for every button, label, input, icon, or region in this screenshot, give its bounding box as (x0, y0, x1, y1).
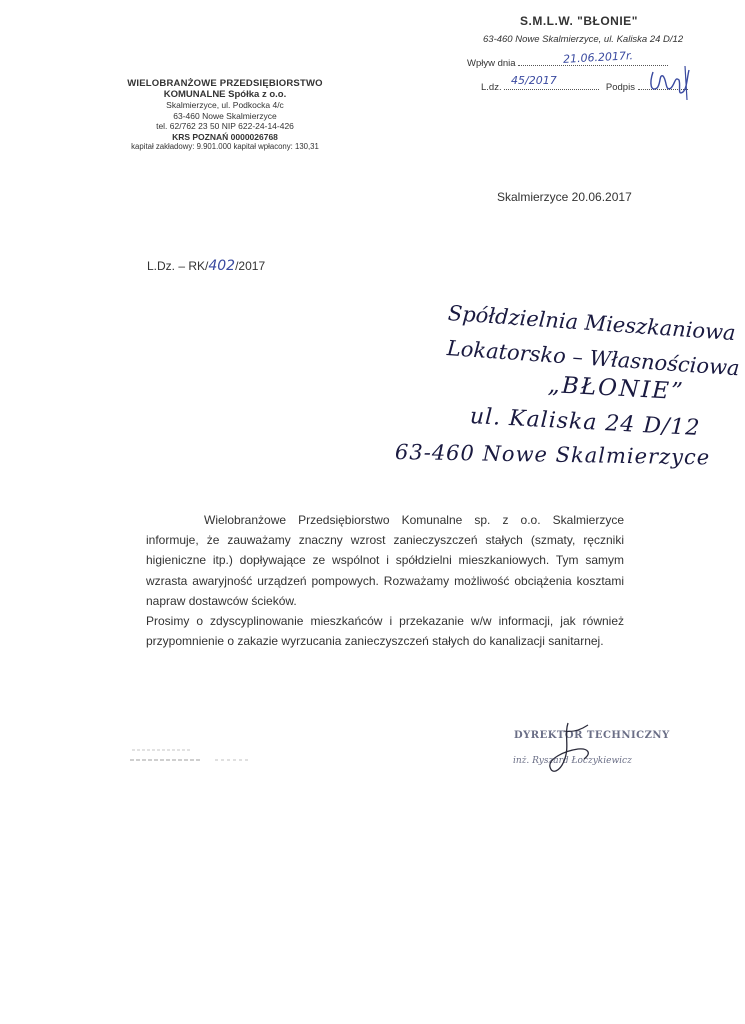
addressee-line2: Lokatorsko – Własnościowa (446, 336, 741, 381)
director-title: DYREKTOR TECHNICZNY (514, 730, 670, 741)
registration-stamp-address: 63-460 Nowe Skalmierzyce, ul. Kaliska 24 D/12 (483, 34, 684, 45)
director-signature-icon (534, 721, 604, 776)
director-name: inż. Ryszard Łoczykiewicz (513, 756, 632, 766)
reference-handwritten-number: 402 (208, 258, 236, 274)
received-label: Wpływ dnia (467, 58, 516, 69)
registration-signature-icon (645, 62, 693, 102)
company-phone-nip: tel. 62/762 23 50 NIP 622-24-14-426 (156, 121, 294, 131)
reference-prefix: L.Dz. – RK/ (147, 259, 209, 273)
addressee-line4: ul. Kaliska 24 D/12 (469, 404, 701, 442)
company-name-line2: KOMUNALNE Spółka z o.o. (163, 89, 287, 100)
signature-label: Podpis (605, 82, 635, 93)
addressee-line1: Spółdzielnia Mieszkaniowa (447, 301, 737, 346)
company-header-stamp (110, 78, 340, 151)
company-capital: kapitał zakładowy: 9.901.000 kapitał wpłacony: 130,31 (131, 142, 319, 151)
ldz-label: L.dz. (481, 82, 502, 93)
registration-stamp (465, 10, 735, 105)
ldz-value: 45/2017 (511, 74, 557, 87)
company-street: Skalmierzyce, ul. Podkocka 4/c (166, 100, 284, 110)
reference-suffix: /2017 (235, 259, 266, 273)
reference-number (147, 258, 265, 274)
director-stamp (496, 721, 670, 781)
body-paragraph1: Wielobranżowe Przedsiębiorstwo Komunalne sp. z o.o. Skalmierzyce informuje, że zauważamy znaczny wzrost zanieczyszczeń stałych (szmaty, ręczniki higieniczne itp.) dopływające ze wspólnot i spółdzielni mieszkaniowych. Tym samym wzrasta awaryjność urządzeń pompowych. Rozważamy możliwość obciążenia kosztami napraw dostawców ścieków. (146, 513, 624, 608)
company-city: 63-460 Nowe Skalmierzyce (173, 110, 277, 121)
place-date: Skalmierzyce 20.06.2017 (497, 190, 632, 204)
company-name-line1: WIELOBRANŻOWE PRZEDSIĘBIORSTWO (127, 78, 323, 89)
addressee-line3: „BŁONIE” (547, 372, 686, 406)
body-paragraph2: Prosimy o zdyscyplinowanie mieszkańców i przekazanie w/w informacji, jak również przypomnienie o zakazie wyrzucania zanieczyszczeń stałych do kanalizacji sanitarnej. (146, 614, 624, 649)
received-date: 21.06.2017r. (562, 49, 634, 66)
company-krs: KRS POZNAŃ 0000026768 (172, 131, 278, 142)
registration-stamp-title: S.M.L.W. "BŁONIE" (520, 14, 638, 28)
letter-body (146, 510, 624, 651)
faint-stamp-smudge-icon (130, 740, 270, 770)
addressee-line5: 63-460 Nowe Skalmierzyce (394, 440, 711, 470)
